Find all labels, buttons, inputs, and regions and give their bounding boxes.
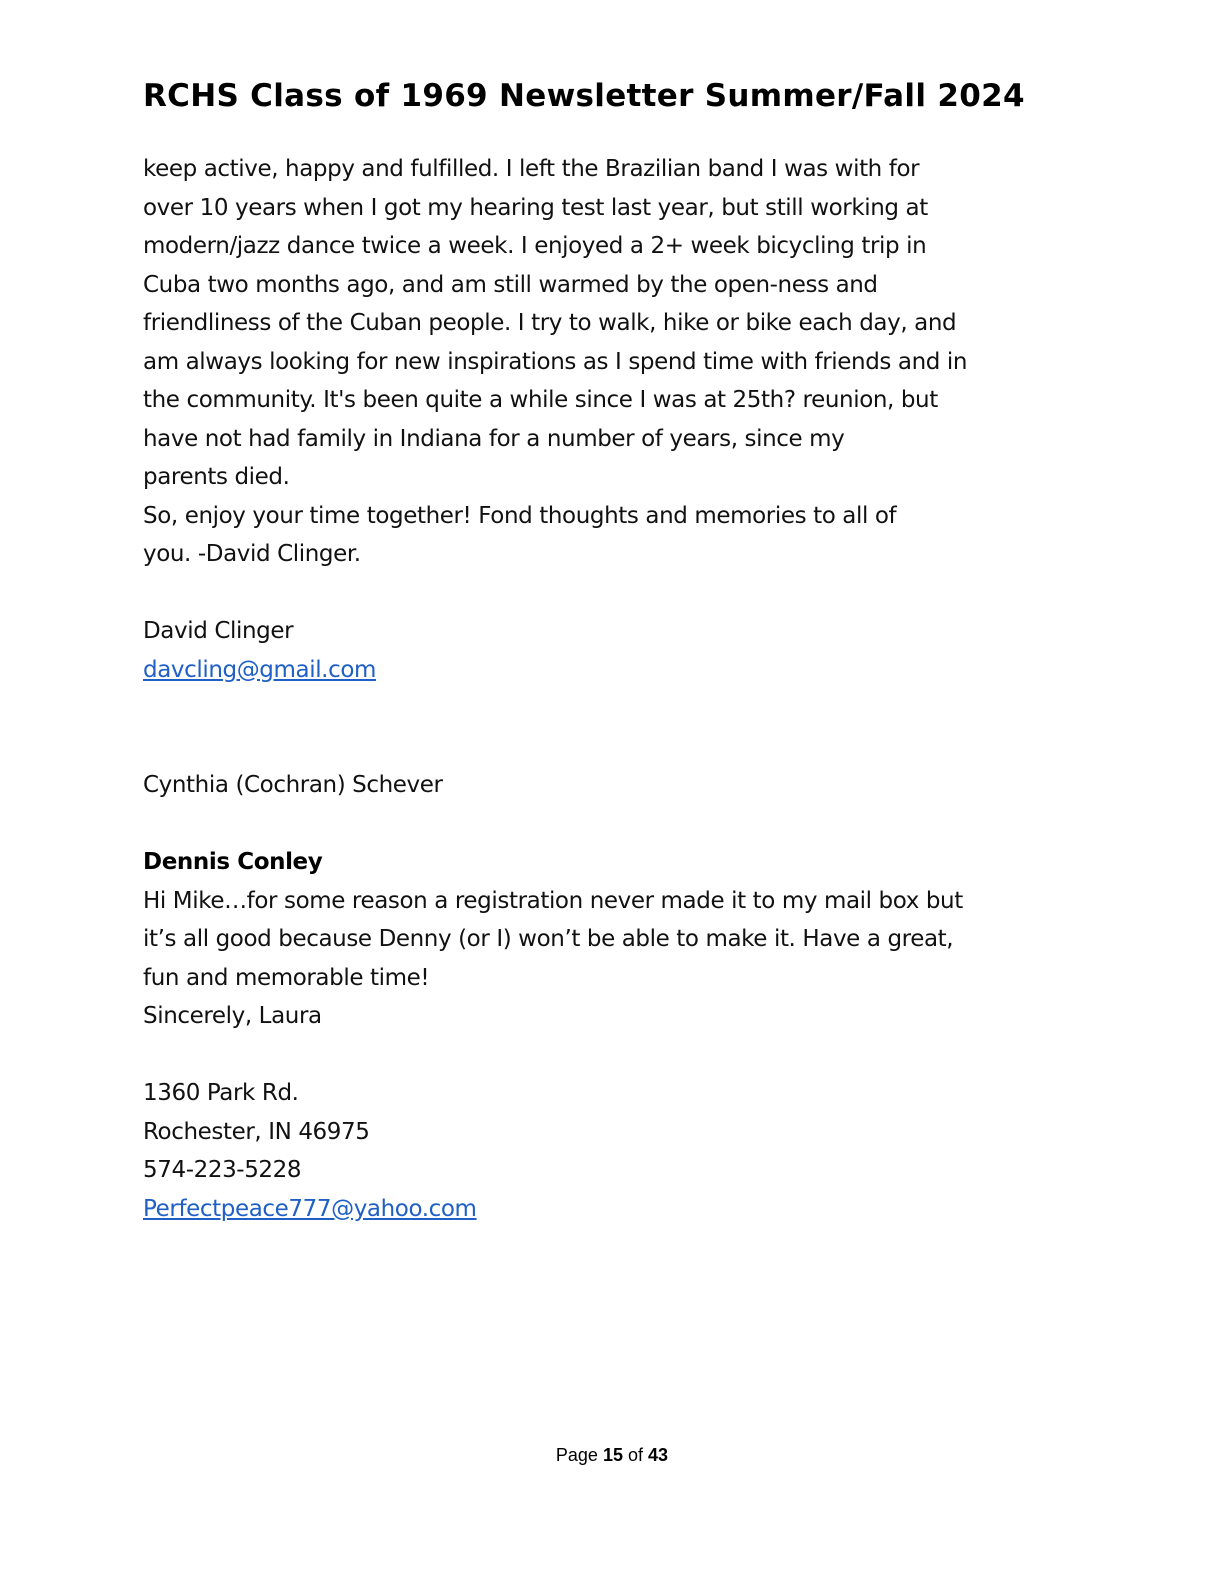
clinger-email-link[interactable]: davcling@gmail.com: [143, 656, 377, 683]
total-pages: 43: [648, 1445, 669, 1465]
of-label: of: [628, 1445, 644, 1465]
schever-entry: [143, 766, 1103, 805]
conley-text-line: fun and memorable time!: [143, 964, 430, 991]
clinger-text-line: keep active, happy and fulfilled. I left the Brazilian band I was with for: [143, 156, 920, 182]
conley-email-link[interactable]: Perfectpeace777@yahoo.com: [143, 1195, 477, 1222]
clinger-text-line: modern/jazz dance twice a week. I enjoyed a 2+ week bicycling trip in: [143, 233, 927, 259]
conley-phone: 574-223-5228: [143, 1157, 302, 1183]
conley-text-line: Hi Mike…for some reason a registration never made it to my mail box but: [143, 887, 963, 914]
conley-address-city: Rochester, IN 46975: [143, 1118, 370, 1145]
page-label: Page: [555, 1445, 598, 1465]
page-footer: [0, 1445, 1224, 1466]
conley-text-line: it’s all good because Denny (or I) won’t be able to make it. Have a great,: [143, 926, 954, 952]
page-title: RCHS Class of 1969 Newsletter Summer/Fall 2024: [143, 78, 1025, 114]
clinger-text-line: you. -David Clinger.: [143, 541, 361, 567]
page-content: [143, 150, 1103, 1228]
clinger-text-line: So, enjoy your time together! Fond thoughts and memories to all of: [143, 502, 897, 529]
schever-name: Cynthia (Cochran) Schever: [143, 772, 443, 798]
clinger-text-line: over 10 years when I got my hearing test last year, but still working at: [143, 194, 928, 221]
clinger-text-line: the community. It's been quite a while since I was at 25th? reunion, but: [143, 387, 938, 413]
clinger-text-line: Cuba two months ago, and am still warmed by the open-ness and: [143, 271, 878, 298]
conley-name-heading: Dennis Conley: [143, 849, 323, 875]
clinger-name: David Clinger: [143, 618, 294, 644]
clinger-text-line: have not had family in Indiana for a number of years, since my: [143, 425, 845, 452]
spacer: [143, 805, 1103, 844]
clinger-text-line: parents died.: [143, 464, 290, 490]
conley-signoff: Sincerely, Laura: [143, 1003, 322, 1029]
clinger-email-row: [143, 651, 1103, 690]
clinger-text-line: friendliness of the Cuban people. I try to walk, hike or bike each day, and: [143, 310, 957, 336]
clinger-text-line: am always looking for new inspirations as I spend time with friends and in: [143, 348, 968, 375]
spacer: [143, 689, 1103, 766]
clinger-entry: [143, 150, 1103, 689]
conley-email-row: [143, 1190, 1103, 1229]
conley-address-street: 1360 Park Rd.: [143, 1080, 299, 1106]
conley-entry: [143, 843, 1103, 1228]
spacer: [143, 574, 1103, 613]
spacer: [143, 1036, 1103, 1075]
page-number: 15: [602, 1445, 623, 1465]
